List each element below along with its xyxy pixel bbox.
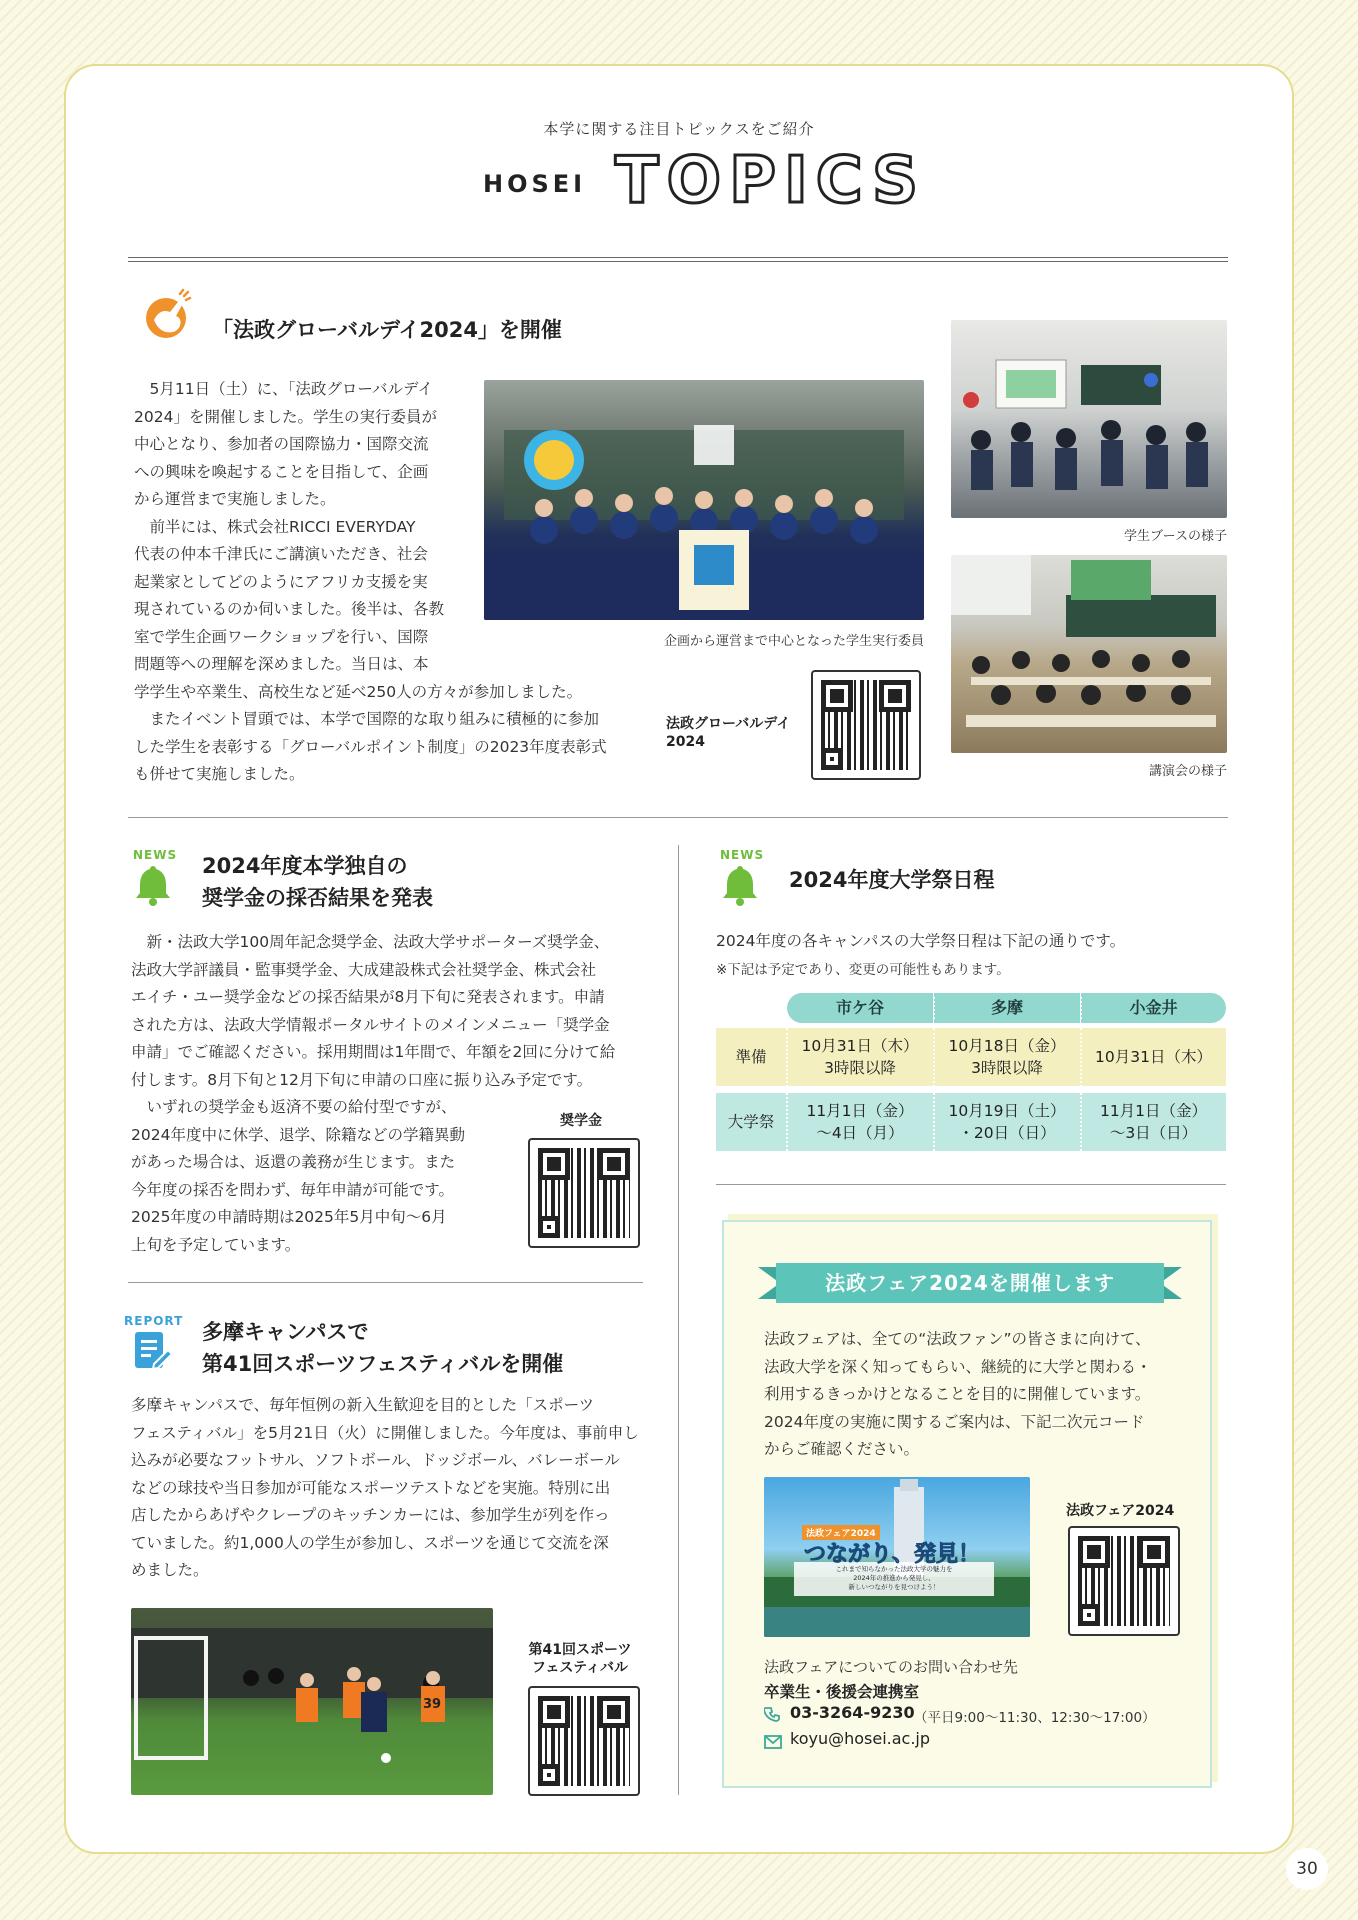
scholarship-para1-line: エイチ・ユー奨学金などの採否結果が8月下旬に発表されます。申請 xyxy=(131,988,605,1006)
section-divider xyxy=(128,817,1228,818)
schedule-cell-line: 11月1日（金） xyxy=(1099,1102,1208,1120)
phone-icon xyxy=(764,1706,782,1724)
topic1-para2-line: 現されているのか伺いました。後半は、各教 xyxy=(134,600,445,618)
topic1-para2-line: 問題等への理解を深めました。当日は、本 xyxy=(134,655,429,673)
schedule-cell-line: 11月1日（金） xyxy=(806,1102,914,1120)
photo-committee-caption: 企画から運営まで中心となった学生実行委員 xyxy=(663,634,924,649)
fair-para-line: からご確認ください。 xyxy=(764,1440,920,1458)
schedule-cell-line: 〜4日（月） xyxy=(816,1124,904,1142)
scholarship-para1-line: 新・法政大学100周年記念奨学金、法政大学サポーターズ奨学金、 xyxy=(146,933,610,951)
bell-icon xyxy=(721,864,759,906)
col-separator xyxy=(1080,1028,1082,1151)
photo-booth-caption: 学生ブースの様子 xyxy=(1124,529,1227,544)
scholarship-para2-line: があった場合は、返還の義務が生じます。また xyxy=(131,1153,456,1171)
report-pen-icon xyxy=(132,1330,174,1372)
schedule-col-tama: 多摩 xyxy=(934,993,1080,1023)
page-number: 30 xyxy=(1286,1848,1328,1890)
sports-para-line: めました。 xyxy=(131,1561,209,1579)
scholarship-para1-line: 付します。8月下旬と12月下旬に申請の口座に振り込み予定です。 xyxy=(131,1070,593,1089)
scholarship-para2-line: 今年度の採否を問わず、毎年申請が可能です。 xyxy=(131,1180,455,1199)
schedule-cell-line: 3時限以降 xyxy=(824,1059,896,1077)
fair-ribbon xyxy=(758,1263,1182,1303)
fair-para-line: 法政フェアは、全ての“法政ファン”の皆さまに向けて、 xyxy=(764,1330,1151,1348)
mail-icon xyxy=(764,1734,782,1750)
photo-committee xyxy=(484,380,924,620)
schedule-cell xyxy=(1081,1046,1226,1068)
topic1-para2-line: 室で学生企画ワークショップを行い、国際 xyxy=(134,627,429,646)
schedule-row-label: 大学祭 xyxy=(727,1113,775,1131)
scholarship-qr-code[interactable] xyxy=(528,1138,640,1248)
topic1-para1-line: への興味を喚起することを目指して、企画 xyxy=(134,462,429,481)
schedule-col-koganei: 小金井 xyxy=(1081,993,1226,1023)
festival-note: ※下記は予定であり、変更の可能性もあります。 xyxy=(716,962,1010,978)
topic1-para1-line: から運営まで実施しました。 xyxy=(134,490,336,508)
sports-qr-label-line: 第41回スポーツ xyxy=(528,1642,632,1658)
sports-para-line: フェスティバル」を5月21日（火）に開催しました。今年度は、事前申し xyxy=(131,1423,639,1442)
festival-title: 2024年度大学祭日程 xyxy=(789,868,995,892)
scholarship-para1-line: された方は、法政大学情報ポータルサイトのメインメニュー「奨学金 xyxy=(131,1015,610,1034)
fair-poster-text xyxy=(798,1565,990,1592)
topic1-para3-line: した学生を表彰する「グローバルポイント制度」の2023年度表彰式 xyxy=(134,737,607,756)
fair-poster-text-line: 新しいつながりを見つけよう！ xyxy=(848,1583,940,1591)
topic1-para2-line: 代表の仲本千津氏にご講演いただき、社会 xyxy=(134,545,428,563)
scholarship-title-line: 2024年度本学独自の xyxy=(202,854,408,878)
topic1-para1-line: 2024」を開催しました。学生の実行委員が xyxy=(134,407,437,426)
fair-para-line: 利用するきっかけとなることを目的に開催しています。 xyxy=(764,1385,1151,1403)
sports-qr-label xyxy=(520,1641,640,1677)
scholarship-para2-line: 2025年度の申請時期は2025年5月中旬〜6月 xyxy=(131,1208,447,1226)
scholarship-para2-line: 2024年度中に休学、退学、除籍などの学籍異動 xyxy=(131,1125,465,1144)
scholarship-title-line: 奨学金の採否結果を発表 xyxy=(202,886,433,910)
sports-para xyxy=(131,1392,651,1585)
fair-phone-hours: （平日9:00〜11:30、12:30〜17:00） xyxy=(914,1710,1156,1726)
col-separator xyxy=(933,997,935,1019)
scholarship-tag: NEWS xyxy=(133,848,178,862)
scholarship-qr-label: 奨学金 xyxy=(560,1113,602,1129)
photo-sports xyxy=(131,1608,493,1795)
section-divider xyxy=(128,1282,643,1283)
schedule-cell xyxy=(787,1035,933,1079)
fair-para-line: 2024年度の実施に関するご案内は、下記二次元コード xyxy=(764,1412,1145,1431)
schedule-cell xyxy=(934,1035,1080,1079)
schedule-cell-line: 10月31日（木） xyxy=(1095,1048,1212,1066)
schedule-cell-line: 10月18日（金） xyxy=(948,1037,1066,1055)
schedule-row-label: 準備 xyxy=(735,1048,767,1066)
festival-intro: 2024年度の各キャンパスの大学祭日程は下記の通りです。 xyxy=(716,932,1126,950)
col-separator xyxy=(1080,997,1082,1019)
fair-poster-headline: つながり、発見！ xyxy=(804,1542,981,1567)
topic1-para2-line: 起業家としてどのようにアフリカ支援を実 xyxy=(134,572,428,591)
schedule-cell-line: 10月19日（土） xyxy=(948,1102,1066,1120)
col-separator xyxy=(933,1028,935,1151)
fair-email[interactable]: koyu@hosei.ac.jp xyxy=(790,1729,931,1748)
topic1-para2-line: 前半には、株式会社RICCI EVERYDAY xyxy=(149,517,416,536)
fair-poster-small: 法政フェア2024 xyxy=(802,1525,880,1540)
schedule-cell xyxy=(934,1100,1080,1144)
scholarship-para2 xyxy=(131,1094,511,1259)
sports-para-line: などの球技や当日参加が可能なスポーツテストなどを実施。特別に出 xyxy=(131,1478,611,1497)
fair-para-line: 法政大学を深く知ってもらい、継続的に大学と関わる・ xyxy=(764,1357,1152,1376)
sports-title-line: 多摩キャンパスで xyxy=(202,1320,369,1344)
fair-poster-image xyxy=(764,1477,1030,1637)
header-divider xyxy=(128,257,1228,262)
scholarship-title xyxy=(202,850,433,914)
header-brand: HOSEI xyxy=(483,170,587,198)
schedule-cell-line: ・20日（日） xyxy=(958,1124,1056,1142)
sports-tag: REPORT xyxy=(124,1314,184,1328)
sports-title-line: 第41回スポーツフェスティバルを開催 xyxy=(202,1352,564,1376)
fair-contact-office: 卒業生・後援会連携室 xyxy=(764,1683,920,1701)
fair-phone[interactable]: 03-3264-9230 xyxy=(790,1703,915,1722)
schedule-cell-line: 〜3日（日） xyxy=(1109,1124,1198,1142)
schedule-cell xyxy=(1081,1100,1226,1144)
section-divider xyxy=(716,1184,1226,1185)
sports-title xyxy=(202,1316,563,1380)
sports-qr-code[interactable] xyxy=(528,1686,640,1796)
sports-jersey-number: 39 xyxy=(423,1697,442,1712)
fair-qr-code[interactable] xyxy=(1068,1526,1180,1636)
column-divider xyxy=(678,845,679,1795)
fair-para xyxy=(764,1326,1194,1464)
festival-tag: NEWS xyxy=(720,848,765,862)
sports-para-line: 込みが必要なフットサル、ソフトボール、ドッジボール、バレーボール xyxy=(131,1451,620,1469)
schedule-col-ichigaya: 市ケ谷 xyxy=(787,993,933,1023)
sports-qr-label-line: フェスティバル xyxy=(532,1660,628,1676)
photo-booth xyxy=(951,320,1227,518)
schedule-cell-line: 3時限以降 xyxy=(971,1059,1043,1077)
festival-schedule-table xyxy=(716,993,1226,1151)
sports-para-line: 店したからあげやクレープのキッチンカーには、参加学生が列を作っ xyxy=(131,1506,610,1524)
photo-lecture-caption: 講演会の様子 xyxy=(1148,764,1227,779)
scholarship-para2-line: いずれの奨学金も返済不要の給付型ですが、 xyxy=(146,1098,457,1116)
photo-lecture xyxy=(951,555,1227,753)
bell-icon xyxy=(134,864,172,906)
fair-poster-text-line: 2024年の推進から発見し、 xyxy=(853,1574,935,1582)
schedule-cell-line: 10月31日（木） xyxy=(801,1037,919,1055)
sports-para-line: 多摩キャンパスで、毎年恒例の新入生歓迎を目的とした「スポーツ xyxy=(131,1396,594,1414)
globalday-qr-label xyxy=(666,715,790,751)
topic1-para3-line: も併せて実施しました。 xyxy=(134,765,305,783)
fair-poster-text-line: これまで知らなかった法政大学の魅力を xyxy=(835,1565,953,1573)
col-separator xyxy=(786,1028,788,1151)
fair-qr-label: 法政フェア2024 xyxy=(1066,1503,1175,1519)
scholarship-para1-line: 申請」でご確認ください。採用期間は1年間で、年額を2回に分けて給 xyxy=(131,1043,616,1061)
topic1-para2-line: 学学生や卒業生、高校生など延べ250人の方々が参加しました。 xyxy=(134,682,583,701)
globalday-qr-label-line: 法政グローバルデイ xyxy=(666,716,791,732)
globalday-qr-code[interactable] xyxy=(811,670,921,780)
scholarship-para2-line: 上旬を予定しています。 xyxy=(131,1235,301,1254)
pointing-hand-icon xyxy=(140,288,192,340)
header-title: TOPICS xyxy=(615,144,927,218)
sports-para-line: ていました。約1,000人の学生が参加し、スポーツを通じて交流を深 xyxy=(131,1533,609,1552)
fair-contact-heading: 法政フェアについてのお問い合わせ先 xyxy=(764,1658,1018,1676)
topic1-para1 xyxy=(134,376,607,789)
header-subtitle: 本学に関する注目トピックスをご紹介 xyxy=(543,120,815,138)
globalday-qr-label-line: 2024 xyxy=(666,734,705,750)
topic1-para1-line: 中心となり、参加者の国際協力・国際交流 xyxy=(134,435,429,453)
scholarship-para1 xyxy=(131,929,651,1094)
fair-ribbon-text: 法政フェア2024を開催します xyxy=(825,1271,1115,1295)
topic1-title: 「法政グローバルデイ2024」を開催 xyxy=(212,318,562,342)
topic1-para1-line: 5月11日（土）に、「法政グローバルデイ xyxy=(149,380,433,398)
scholarship-para1-line: 法政大学評議員・監事奨学金、大成建設株式会社奨学金、株式会社 xyxy=(131,960,597,979)
schedule-cell xyxy=(787,1100,933,1144)
topic1-para3-line: またイベント冒頭では、本学で国際的な取り組みに積極的に参加 xyxy=(149,710,600,728)
